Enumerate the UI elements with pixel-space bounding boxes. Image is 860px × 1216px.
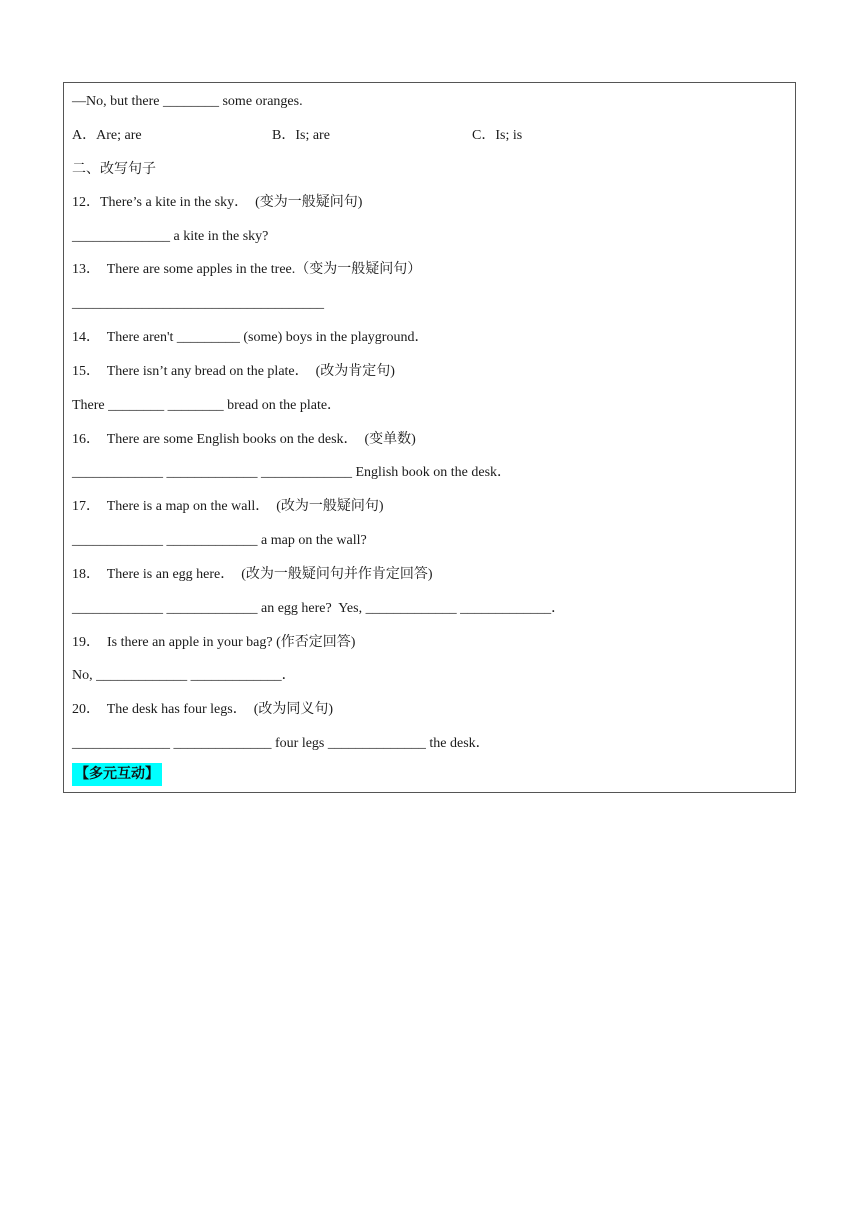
answer-20: ______________ ______________ four legs ______________ the desk． <box>72 736 490 751</box>
answer-13: ____________________________________ <box>72 296 324 311</box>
section-heading: 二、改写句子 <box>72 161 156 177</box>
answer-19: No, _____________ _____________． <box>72 668 296 683</box>
question-16: 16． There are some English books on the desk． (变单数) <box>72 432 416 447</box>
option-b: B．Is; are <box>272 128 330 143</box>
question-18: 18． There is an egg here． (改为一般疑问句并作肯定回答) <box>72 567 433 582</box>
answer-18: _____________ _____________ an egg here? Yes, _____________ _____________． <box>72 601 566 616</box>
worksheet-box <box>63 82 796 793</box>
answer-16: _____________ _____________ _____________ English book on the desk． <box>72 465 512 480</box>
answer-15: There ________ ________ bread on the plate． <box>72 398 342 413</box>
option-a: A．Are; are <box>72 128 142 143</box>
section-badge: 【多元互动】 <box>72 763 162 786</box>
question-17: 17． There is a map on the wall． (改为一般疑问句) <box>72 499 384 514</box>
question-19: 19． Is there an apple in your bag? (作否定回答) <box>72 635 356 650</box>
question-15: 15． There isn’t any bread on the plate． (改为肯定句) <box>72 364 395 379</box>
question-11-answer-line: —No, but there ________ some oranges. <box>72 94 303 109</box>
answer-12: ______________ a kite in the sky? <box>72 229 269 244</box>
question-13: 13． There are some apples in the tree.（变为一般疑问句） <box>72 262 422 277</box>
question-12: 12．There’s a kite in the sky． (变为一般疑问句) <box>72 195 363 210</box>
question-14: 14． There aren't _________ (some) boys in the playground． <box>72 330 429 345</box>
answer-17: _____________ _____________ a map on the wall? <box>72 533 367 548</box>
question-20: 20． The desk has four legs． (改为同义句) <box>72 702 334 717</box>
option-c: C．Is; is <box>472 128 523 143</box>
